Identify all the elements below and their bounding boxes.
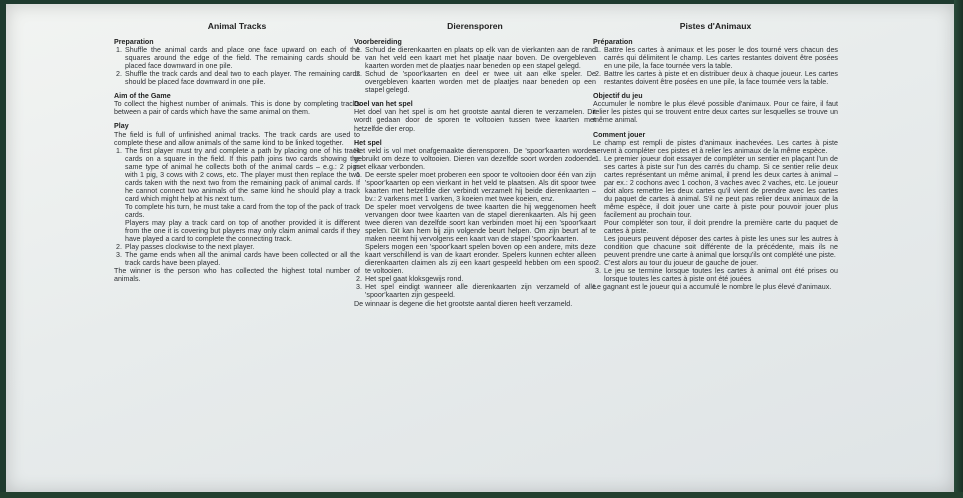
- english-preparation-heading: Preparation: [114, 38, 154, 47]
- english-preparation-list: [114, 46, 360, 86]
- french-preparation-heading: Préparation: [593, 38, 633, 47]
- box-edge-bottom: [0, 492, 963, 498]
- english-play-intro: The field is full of unfinished animal tracks. The track cards are used to complete these and allow animals of the same kind to be linked together.: [114, 130, 360, 147]
- english-play-list: [114, 147, 360, 268]
- list-item: 1. Shuffle the animal cards and place one face upward on each of the squares around the edge of the field. The remaining cards should be placed face downward in one pile.: [124, 46, 360, 70]
- list-item: 2. Schud de 'spoor'kaarten en deel er twee uit aan elke speler. De overgebleven kaarten worden met de plaatjes naar beneden op een stapel gelegd.: [364, 70, 596, 94]
- dutch-winner: De winnaar is degene die het grootste aantal dieren heeft verzameld.: [354, 299, 573, 308]
- french-play-item-1-cont-2: Les joueurs peuvent déposer des cartes à piste les unes sur les autres à condition que chacune soit différente de la précédente, mais ils ne peuvent prendre une carte à animal que lorsqu'ils ont complété une piste.: [604, 235, 838, 260]
- dutch-aim-text: Het doel van het spel is om het grootste aantal dieren te verzamelen. Dit wordt gedaan door de sporen te voltooien tussen twee kaarten met hetzelfde dier erop.: [354, 108, 596, 133]
- list-item: 1. Battre les cartes à animaux et les poser le dos tourné vers chacun des carrés qui délimitent le champ. Les cartes restantes doivent être posées en une pile, la face tournée vers la table.: [603, 46, 838, 70]
- list-item: [364, 171, 596, 276]
- list-item: 2. Battre les cartes à piste et en distribuer deux à chaque joueur. Les cartes restantes doivent être posées en une pile, la face tournée vers la table.: [603, 70, 838, 86]
- dutch-title: Dierensporen: [447, 21, 503, 31]
- english-play-heading: Play: [114, 122, 129, 131]
- list-item: 3. Het spel eindigt wanneer alle dierenkaarten zijn verzameld of alle 'spoor'kaarten zijn gespeeld.: [364, 283, 596, 299]
- english-play-item-1: The first player must try and complete a path by placing one of his track cards on a square in the field. If this path joins two cards showing the same type of animal he collects both of the animal cards – e.g.: 2 pigs with 1 pig, 3 cows with 2 cows, etc. The player must then replace the two cards taken with the next two from the remaining pack of animal cards. If he cannot connect two animals of the same kind he should play a track card which might help at his next turn.: [125, 146, 360, 203]
- list-item: 2. Play passes clockwise to the next player.: [124, 243, 360, 251]
- dutch-play-item-1: De eerste speler moet proberen een spoor te voltooien door één van zijn 'spoor'kaarten op een vierkant in het veld te plaatsen. Als dit spoor twee kaarten met hetzelfde dier verbindt verzamelt hij beide dierenkaarten – bv.: 2 varkens met 1 varken, 3 koeien met twee koeien, enz.: [365, 170, 596, 203]
- list-item: 2. C'est alors au tour du joueur de gauche de jouer.: [603, 259, 838, 267]
- english-play-item-1-cont-1: To complete his turn, he must take a card from the top of the pack of track cards.: [125, 202, 360, 219]
- dutch-preparation-heading: Voorbereiding: [354, 38, 402, 47]
- dutch-play-list: [354, 171, 596, 300]
- dutch-play-item-1-cont-2: Spelers mogen een 'spoor'kaart spelen boven op een andere, mits deze kaart verschillend is van de kaart eronder. Spelers kunnen echter alleen dierenkaarten claimen als zij een kaart gespeeld hebben om een spoor te voltooien.: [365, 243, 596, 276]
- list-item: 2. Het spel gaat kloksgewijs rond.: [364, 275, 596, 283]
- french-play-list: [593, 155, 838, 284]
- french-play-item-1-cont-1: Pour compléter son tour, il doit prendre la première carte du paquet de cartes à piste.: [604, 219, 838, 236]
- dutch-play-item-1-cont-1: De speler moet vervolgens de twee kaarten die hij weggenomen heeft vervangen door twee kaarten van de stapel dierenkaarten. Als hij geen twee dieren van dezelfde soort kan verbinden moet hij een 'spoor'kaart spelen. Dit kan hem bij zijn volgende beurt helpen. Om zijn beurt af te maken neemt hij vervolgens een kaart van de stapel 'spoor'kaarten.: [365, 202, 596, 244]
- dutch-play-heading: Het spel: [354, 138, 382, 147]
- french-play-intro: Le champ est rempli de pistes d'animaux inachevées. Les cartes à piste servent à compléter ces pistes et à relier les animaux de la même espèce.: [593, 138, 838, 155]
- english-aim-text: To collect the highest number of animals. This is done by completing tracks between a pair of cards which have the same animal on them.: [114, 100, 360, 117]
- dutch-aim-heading: Doel van het spel: [354, 100, 413, 109]
- dutch-play-intro: Het veld is vol met onafgemaakte dierensporen. De 'spoor'kaarten worden gebruikt om deze to voltooien. Dieren van dezelfde soort worden zodoende met elkaar verbonden.: [354, 146, 596, 171]
- french-preparation-list: [593, 46, 838, 86]
- english-column: [114, 22, 360, 283]
- list-item: [124, 147, 360, 244]
- french-winner: Le gagnant est le joueur qui a accumulé le nombre le plus élevé d'animaux.: [593, 283, 832, 292]
- list-item: 3. The game ends when all the animal cards have been collected or all the track cards have been played.: [124, 251, 360, 267]
- french-aim-heading: Objectif du jeu: [593, 92, 643, 101]
- french-play-heading: Comment jouer: [593, 130, 646, 139]
- rules-sheet: [6, 4, 954, 492]
- list-item: 2. Shuffle the track cards and deal two to each player. The remaining cards should be placed face downward in one pile.: [124, 70, 360, 86]
- french-aim-text: Accumuler le nombre le plus élevé possible d'animaux. Pour ce faire, il faut relier les pistes qui se trouvent entre deux cartes sur lesquelles se trouve un même animal.: [593, 100, 838, 125]
- english-title: Animal Tracks: [207, 21, 267, 31]
- list-item: [603, 155, 838, 260]
- dutch-preparation-list: [354, 46, 596, 94]
- french-play-item-1: Le premier joueur doit essayer de compléter un sentier en plaçant l'un de ses cartes à piste sur l'un des carrés du champ. Si ce sentier relie deux cartes représentant un même animal, il prend les deux cartes à animal – par ex.: 2 cochons avec 1 cochon, 3 vaches avec 2 vaches, etc. Le joueur doit alors remettre les deux cartes qu'il vient de prendre avec les cartes du paquet de cartes à animal. S'il ne peut pas relier deux animaux de la même espèce, il doit jouer une carte à piste pour pouvoir jouer plus facilement au prochain tour.: [604, 154, 838, 219]
- english-aim-heading: Aim of the Game: [114, 92, 171, 101]
- list-item: 3. Le jeu se termine lorsque toutes les cartes à animal ont été prises ou lorsque toutes les cartes à piste ont été jouées: [603, 267, 838, 283]
- list-item: 1. Schud de dierenkaarten en plaats op elk van de vierkanten aan de rand van het veld een kaart met het plaatje naar boven. De overgebleven kaarten worden met de plaatjes naar beneden op een stapel gelegd.: [364, 46, 596, 70]
- box-edge-right: [954, 0, 963, 498]
- french-column: [593, 22, 838, 291]
- english-play-item-1-cont-2: Players may play a track card on top of another provided it is different from the one it is covering but players may only claim animal cards if they have played a card to complete the connecting track.: [125, 219, 360, 244]
- dutch-column: [354, 22, 596, 308]
- french-title: Pistes d'Animaux: [679, 21, 752, 31]
- english-winner: The winner is the person who has collected the highest total number of animals.: [114, 267, 360, 284]
